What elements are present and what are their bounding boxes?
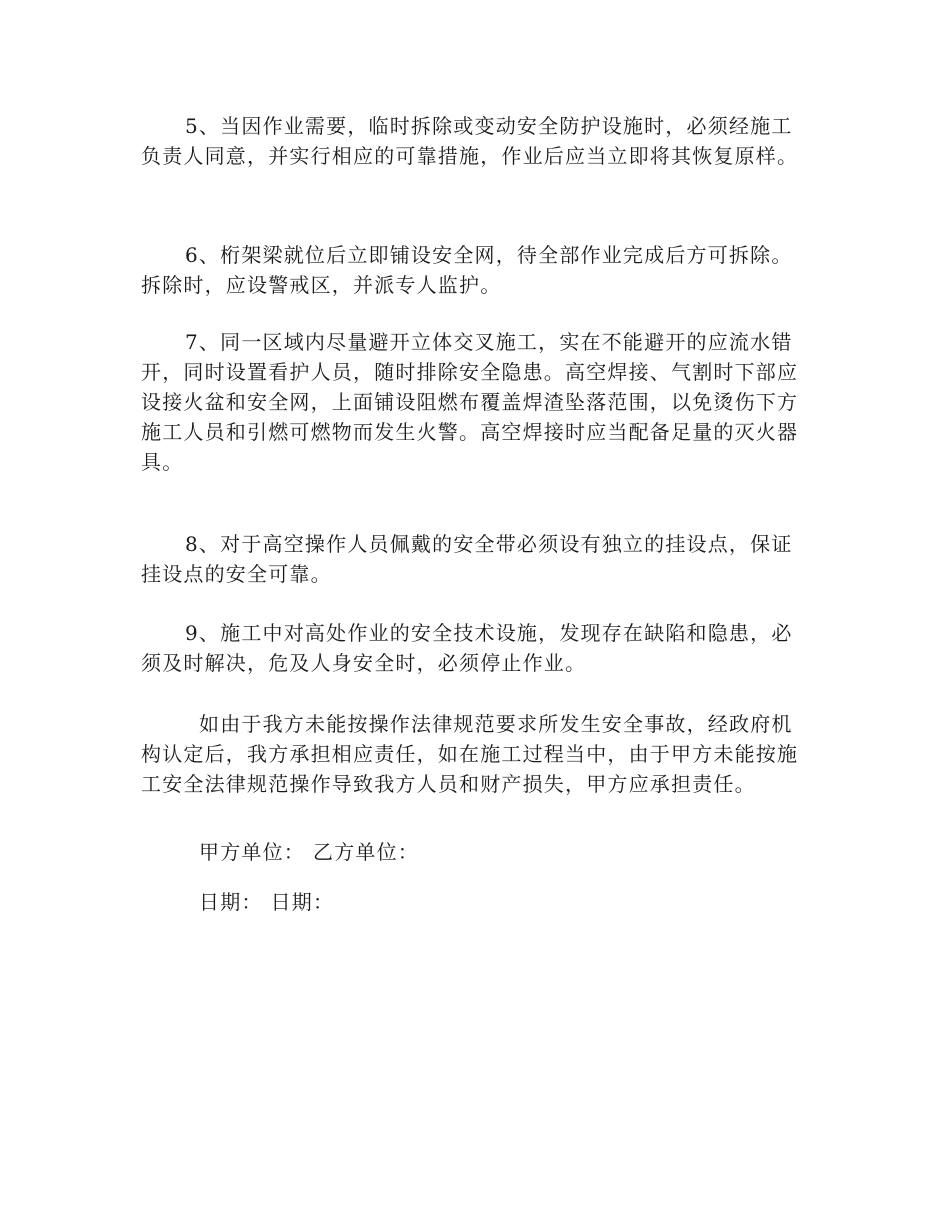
party-a-label: 甲方单位： <box>199 840 305 864</box>
clause-9: 9、施工中对高处作业的安全技术设施，发现存在缺陷和隐患，必须及时解决，危及人身安全时，必须停止作业。 <box>141 621 793 675</box>
party-b-label: 乙方单位： <box>313 840 419 864</box>
date-a-label: 日期： <box>199 890 263 914</box>
clause-5: 5、当因作业需要，临时拆除或变动安全防护设施时，必须经施工负责人同意，并实行相应的可靠措施，作业后应当立即将其恢复原样。 <box>141 114 799 168</box>
clause-8: 8、对于高空操作人员佩戴的安全带必须设有独立的挂设点，保证挂设点的安全可靠。 <box>141 532 793 586</box>
date-b-label: 日期： <box>270 890 335 914</box>
liability-statement: 如由于我方未能按操作法律规范要求所发生安全事故，经政府机构认定后，我方承担相应责任，如在施工过程当中，由于甲方未能按施工安全法律规范操作导致我方人员和财产损失，甲方应承担责任。 <box>141 712 799 796</box>
clause-7: 7、同一区域内尽量避开立体交叉施工，实在不能避开的应流水错开，同时设置看护人员，随时排除安全隐患。高空焊接、气割时下部应设接火盆和安全网，上面铺设阻燃布覆盖焊渣坠落范围，以免烫伤下方施工人员和引燃可燃物而发生火警。高空焊接时应当配备足量的灭火器具。 <box>141 330 799 474</box>
clause-6: 6、桁架梁就位后立即铺设安全网，待全部作业完成后方可拆除。拆除时，应设警戒区，并派专人监护。 <box>141 243 793 297</box>
date-line <box>199 887 334 917</box>
party-signature-line <box>199 837 419 867</box>
